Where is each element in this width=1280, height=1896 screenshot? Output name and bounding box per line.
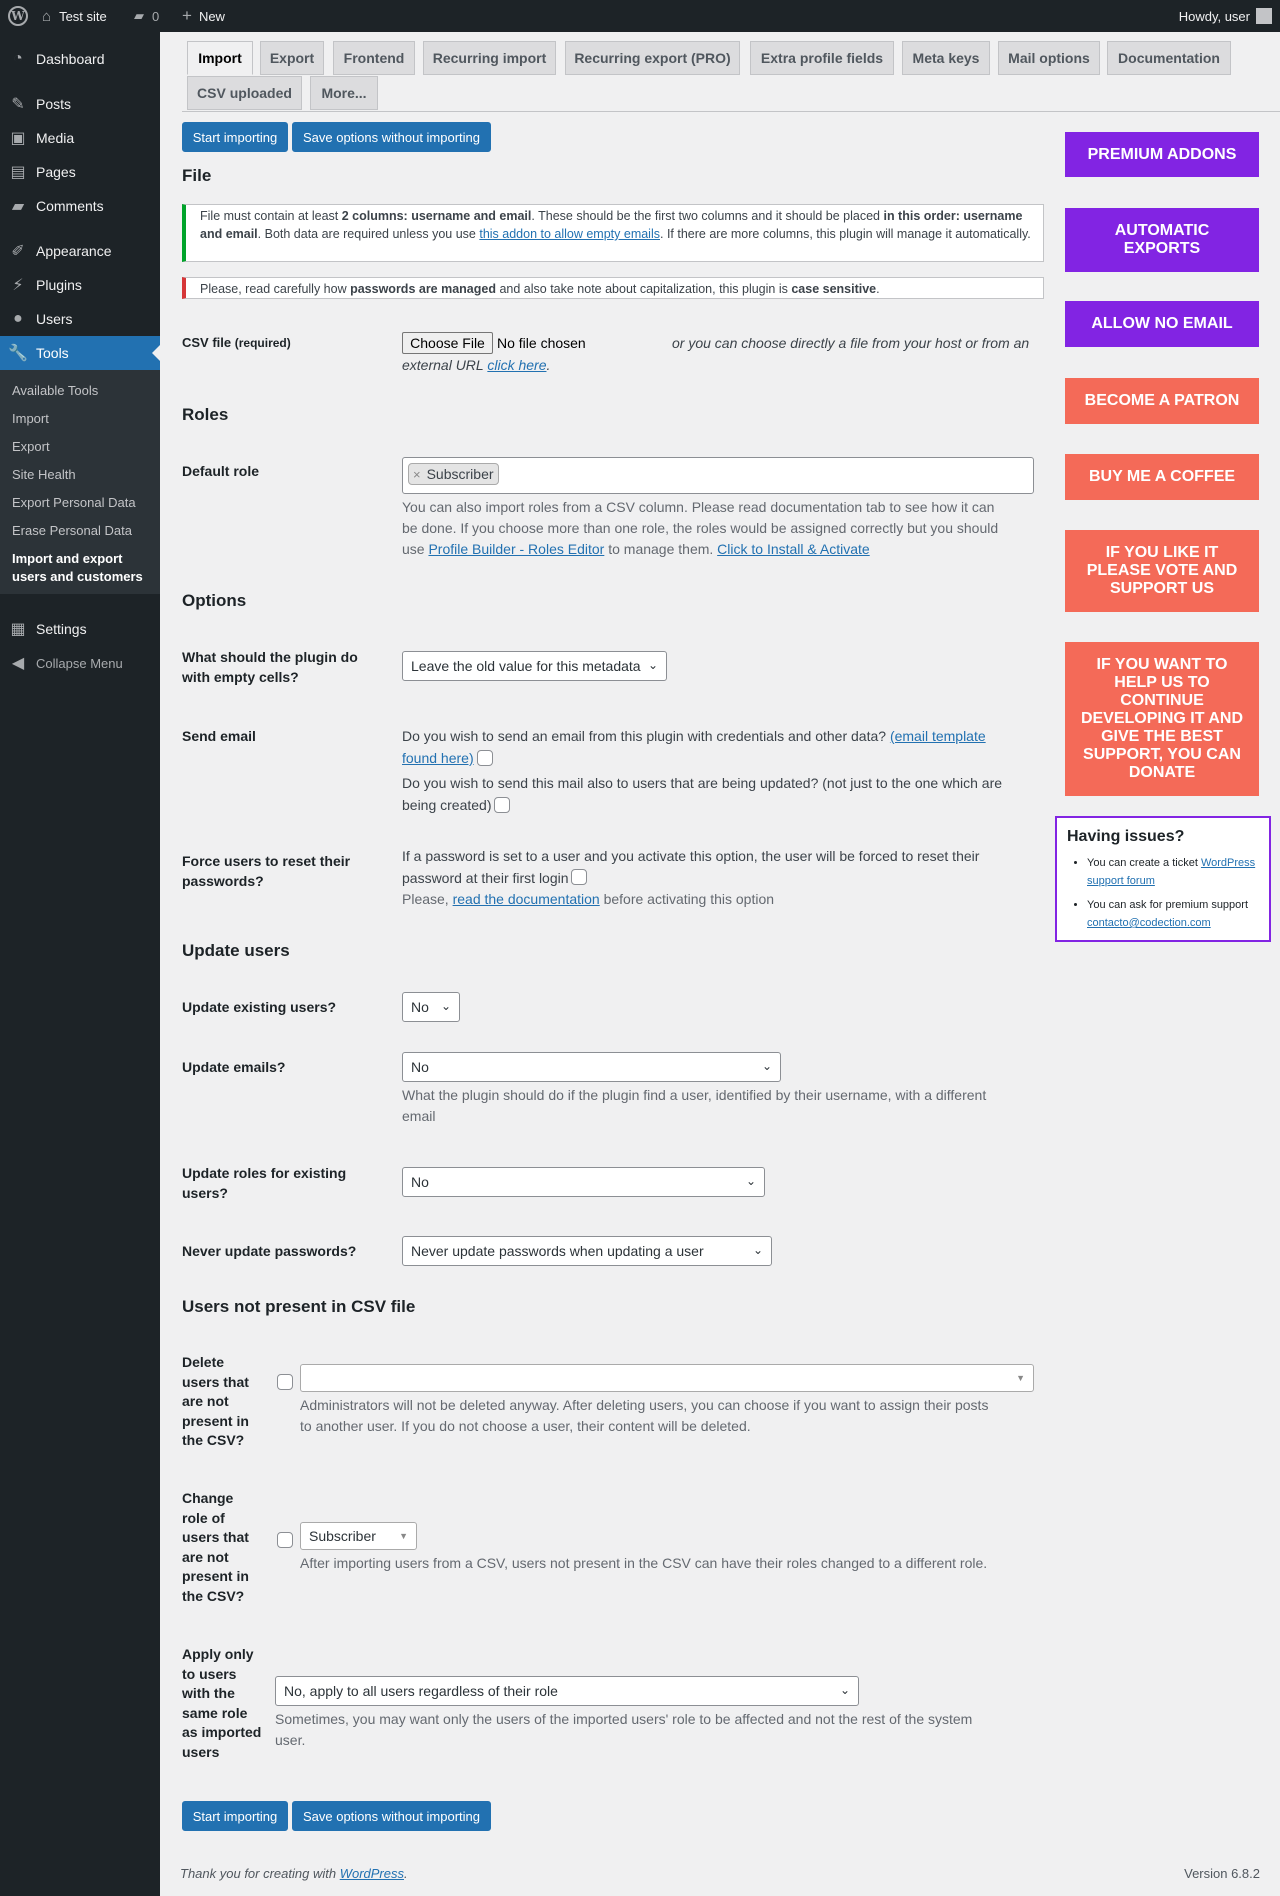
send-email-label: Send email [182,728,256,744]
read-documentation-link[interactable]: read the documentation [452,891,600,907]
allow-no-email-button[interactable]: ALLOW NO EMAIL [1065,301,1259,347]
support-email-link[interactable]: contacto@codection.com [1087,917,1211,929]
update-roles-select[interactable]: No ⌄ [402,1167,765,1197]
sidebar-item-tools[interactable]: 🔧 Tools [0,336,160,370]
submenu-import-export-users[interactable]: Import and export users and customers [12,551,143,584]
sidebar-item-appearance[interactable]: ✐ Appearance [0,234,160,268]
csv-file-label: CSV file (required) [182,335,291,350]
vote-support-button[interactable]: IF YOU LIKE IT PLEASE VOTE AND SUPPORT US [1065,530,1259,612]
start-importing-button[interactable]: Start importing [182,122,288,152]
tab-import[interactable]: Import [187,41,253,75]
default-role-select[interactable] [402,457,1034,494]
delete-users-description: Administrators will not be deleted anyway. After deleting users, you can choose if you want to assign their posts to another user. If you do not choose a user, their content will be deleted. [300,1397,989,1434]
apply-same-role-label: Apply only to users with the same role as imported users [182,1646,262,1760]
tab-mail-options[interactable]: Mail options [998,41,1100,75]
submenu-export-personal-data[interactable]: Export Personal Data [12,495,136,510]
tab-recurring-export-pro[interactable]: Recurring export (PRO) [565,41,740,75]
chevron-down-icon: ⌄ [647,658,658,672]
sidebar-item-comments[interactable]: ▰ Comments [0,189,160,223]
sidebar-item-pages[interactable]: ▤ Pages [0,155,160,189]
collapse-icon: ◀ [11,655,25,672]
change-role-select[interactable]: Subscriber ▼ [300,1522,417,1550]
home-icon: ⌂ [42,7,52,25]
admin-sidebar [0,32,160,1896]
empty-cells-select[interactable]: Leave the old value for this metadata ⌄ [402,651,667,681]
columns-notice: File must contain at least 2 columns: username and email. These should be the first two columns and it should be placed in this order: username and email. Both data are required unless you use this addon to allow empty emails. If there are more columns, this plugin will manage it automatically. [182,204,1044,262]
settings-icon: ▦ [10,621,26,638]
submenu-import[interactable]: Import [12,411,49,426]
change-role-label: Change role of users that are not present in the CSV? [182,1490,249,1604]
remove-token-icon[interactable]: × [413,466,421,482]
dashboard-icon: ◔ [13,50,23,67]
issues-item-premium: • You can ask for premium support contacto@codection.com [1087,896,1259,932]
update-existing-label: Update existing users? [182,999,337,1015]
update-existing-select[interactable]: No ⌄ [402,992,460,1022]
send-email-text: Do you wish to send an email from this plugin with credentials and other data? (email template found here) [402,728,986,766]
tab-extra-profile-fields[interactable]: Extra profile fields [750,41,894,75]
wrench-icon: 🔧 [8,345,28,362]
tab-meta-keys[interactable]: Meta keys [902,41,990,75]
comment-bubble-icon: ▰ [134,8,144,23]
force-reset-text: If a password is set to a user and you activate this option, the user will be forced to reset their password at their first login [402,848,980,886]
apply-same-role-description: Sometimes, you may want only the users of the imported users' role to be affected and not the rest of the system user. [275,1711,973,1748]
donate-button[interactable]: IF YOU WANT TO HELP US TO CONTINUE DEVELOPING IT AND GIVE THE BEST SUPPORT, YOU CAN DONATE [1065,642,1259,796]
plug-icon: ⚡ [12,277,24,294]
change-role-description: After importing users from a CSV, users not present in the CSV can have their roles changed to a different role. [300,1555,988,1571]
external-url-text: or you can choose directly a file from your host or from an external URL click here. [402,335,1030,373]
update-emails-select[interactable]: No ⌄ [402,1052,781,1082]
chevron-down-icon: ⌄ [440,999,451,1013]
chevron-down-icon: ⌄ [761,1059,772,1073]
sidebar-item-dashboard[interactable]: ◔ Dashboard [0,42,160,76]
roles-editor-link[interactable]: Profile Builder - Roles Editor [428,541,605,557]
delete-users-assign-select[interactable] [300,1364,1034,1392]
wordpress-link[interactable]: WordPress [339,1866,404,1881]
update-roles-label: Update roles for existing users? [182,1165,347,1201]
footer-version: Version 6.8.2 [1184,1866,1260,1881]
not-present-heading: Users not present in CSV file [182,1297,416,1316]
send-email-updated-checkbox[interactable] [494,797,510,813]
support-forum-link[interactable]: WordPress support forum [1087,857,1256,887]
start-importing-button-bottom[interactable]: Start importing [182,1801,288,1831]
collapse-menu-button[interactable]: ◀ Collapse Menu [0,646,160,680]
never-update-passwords-select[interactable]: Never update passwords when updating a user ⌄ [402,1236,772,1266]
send-email-checkbox[interactable] [477,750,493,766]
submenu-site-health[interactable]: Site Health [12,467,76,482]
having-issues-title: Having issues? [1067,828,1185,845]
force-reset-checkbox[interactable] [571,869,587,885]
site-name-link[interactable]: ⌂ Test site [42,7,107,25]
tools-submenu [0,370,160,594]
issues-item-ticket: • You can create a ticket WordPress support forum [1087,854,1259,890]
save-options-button-bottom[interactable]: Save options without importing [292,1801,491,1831]
roles-heading: Roles [182,405,229,424]
become-patron-button[interactable]: BECOME A PATRON [1065,378,1259,424]
never-update-passwords-label: Never update passwords? [182,1243,357,1259]
tab-more[interactable]: More... [310,76,378,110]
plus-icon: + [182,6,192,25]
account-menu[interactable]: Howdy, user [1179,0,1272,32]
allow-empty-emails-link[interactable]: this addon to allow empty emails [479,227,660,241]
update-users-heading: Update users [182,941,290,960]
roles-description: You can also import roles from a CSV column. Please read documentation tab to see how it can be done. If you choose more than one role, the roles would be assigned correctly but you should use Profile Builder - Roles Editor to manage them. Click to Install & Activate [402,499,999,557]
choose-file-button[interactable]: Choose File [402,332,493,354]
wordpress-logo-icon[interactable]: W [8,0,28,32]
submenu-available-tools[interactable]: Available Tools [12,383,99,398]
update-emails-description: What the plugin should do if the plugin find a user, identified by their username, with a different email [402,1087,987,1124]
no-file-chosen: No file chosen [497,335,586,351]
tab-frontend[interactable]: Frontend [333,41,415,75]
email-template-link[interactable]: (email template found here) [402,728,986,766]
options-heading: Options [182,591,247,610]
avatar [1256,8,1272,24]
new-content-link[interactable]: + New [182,6,225,25]
pin-icon: ✎ [11,96,25,113]
force-reset-label: Force users to reset their passwords? [182,853,351,889]
update-emails-label: Update emails? [182,1059,286,1075]
file-heading: File [182,166,212,185]
sidebar-item-users[interactable]: ● Users [0,302,160,336]
delete-users-checkbox[interactable] [277,1374,293,1390]
delete-users-label: Delete users that are not present in the CSV? [182,1354,249,1448]
caret-down-icon: ▼ [1016,1373,1025,1383]
default-role-label: Default role [182,463,260,479]
sidebar-item-settings[interactable]: ▦ Settings [0,612,160,646]
admin-bar [0,0,1280,32]
having-issues-box [1055,816,1271,942]
force-reset-description: Please, read the documentation before activating this option [402,891,775,907]
chevron-down-icon: ⌄ [839,1683,850,1697]
empty-cells-label: What should the plugin do with empty cells? [182,649,358,685]
send-email-updated-text: Do you wish to send this mail also to users that are being updated? (not just to the one which are being created) [402,775,1003,813]
click-here-link[interactable]: click here [487,357,547,373]
tab-documentation[interactable]: Documentation [1107,41,1231,75]
comment-icon: ▰ [11,198,25,215]
premium-addons-button[interactable]: PREMIUM ADDONS [1065,132,1259,177]
tab-recurring-import[interactable]: Recurring import [423,41,556,75]
media-icon: ▣ [10,130,26,147]
chevron-down-icon: ⌄ [745,1174,756,1188]
tabs-divider [182,111,1280,112]
tab-csv-uploaded[interactable]: CSV uploaded [187,76,302,110]
tab-export[interactable]: Export [260,41,324,75]
buy-me-coffee-button[interactable]: BUY ME A COFFEE [1065,454,1259,500]
sidebar-item-plugins[interactable]: ⚡ Plugins [0,268,160,302]
pages-icon: ▤ [10,164,26,181]
role-token: × Subscriber [408,463,499,485]
submenu-export[interactable]: Export [12,439,50,454]
install-activate-link[interactable]: Click to Install & Activate [717,541,870,557]
chevron-down-icon: ⌄ [752,1243,763,1257]
sidebar-item-posts[interactable]: ✎ Posts [0,87,160,121]
caret-down-icon: ▼ [399,1531,408,1541]
sidebar-item-media[interactable]: ▣ Media [0,121,160,155]
apply-same-role-select[interactable]: No, apply to all users regardless of their role ⌄ [275,1676,859,1706]
automatic-exports-button[interactable]: AUTOMATIC EXPORTS [1065,208,1259,272]
passwords-notice: Please, read carefully how passwords are managed and also take note about capitalization, this plugin is case sensitive. [182,277,1044,299]
change-role-checkbox[interactable] [277,1532,293,1548]
save-options-button[interactable]: Save options without importing [292,122,491,152]
submenu-erase-personal-data[interactable]: Erase Personal Data [12,523,132,538]
user-icon: ● [13,310,23,327]
comments-link[interactable]: ▰ 0 [134,8,160,24]
footer-thanks: Thank you for creating with WordPress. [180,1866,408,1881]
brush-icon: ✐ [11,243,25,260]
